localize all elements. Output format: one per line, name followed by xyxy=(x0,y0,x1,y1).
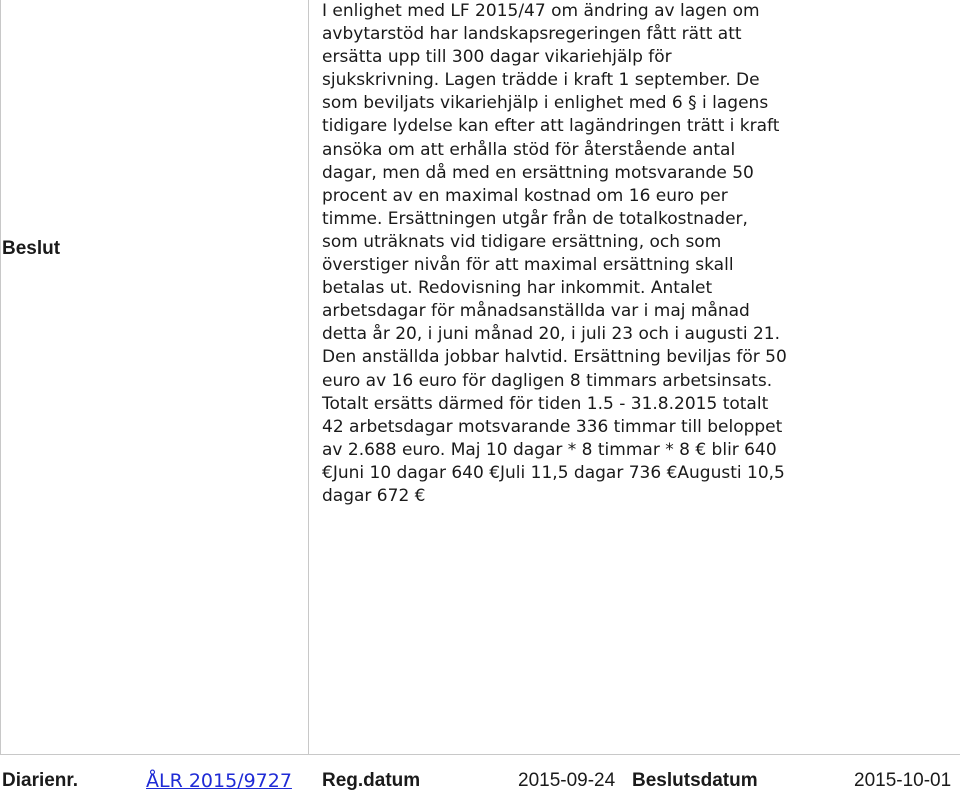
diarienr-link[interactable]: ÅLR 2015/9727 xyxy=(146,770,292,792)
footer-metadata xyxy=(0,766,960,796)
regdatum-label: Reg.datum xyxy=(322,770,421,791)
diarienr-label: Diarienr. xyxy=(2,770,79,791)
table-border-left xyxy=(0,0,1,755)
decision-label: Beslut xyxy=(2,238,61,259)
decision-text: I enlighet med LF 2015/47 om ändring av lagen om avbytarstöd har landskapsregeringen fått rätt att ersätta upp till 300 dagar vikariehjälp för sjukskrivning. Lagen trädde i kraft 1 september. De som beviljats vikariehjälp i enlighet med 6 § i lagens tidigare lydelse kan efter att lagändringen trätt i kraft ansöka om att erhålla stöd för återstående antal dagar, men då med en ersättning motsvarande 50 procent av en maximal kostnad om 16 euro per timme. Ersättningen utgår från de totalkostnader, som uträknats vid tidigare ersättning, och som överstiger nivån för att maximal ersättning skall betalas ut. Redovisning har inkommit. Antalet arbetsdagar för månadsanställda var i maj månad detta år 20, i juni månad 20, i juli 23 och i augusti 21. Den anställda jobbar halvtid. Ersättning beviljas för 50 euro av 16 euro för dagligen 8 timmars arbetsinsats. Totalt ersätts därmed för tiden 1.5 - 31.8.2015 totalt 42 arbetsdagar motsvarande 336 timmar till beloppet av 2.688 euro. Maj 10 dagar * 8 timmar * 8 € blir 640 €Juni 10 dagar 640 €Juli 11,5 dagar 736 €Augusti 10,5 dagar 672 € xyxy=(322,1,787,506)
table-border-bottom xyxy=(0,754,960,755)
table-column-divider xyxy=(308,0,309,755)
regdatum-value: 2015-09-24 xyxy=(518,770,616,791)
beslutsdatum-label: Beslutsdatum xyxy=(632,770,758,791)
beslutsdatum-value: 2015-10-01 xyxy=(854,770,952,791)
